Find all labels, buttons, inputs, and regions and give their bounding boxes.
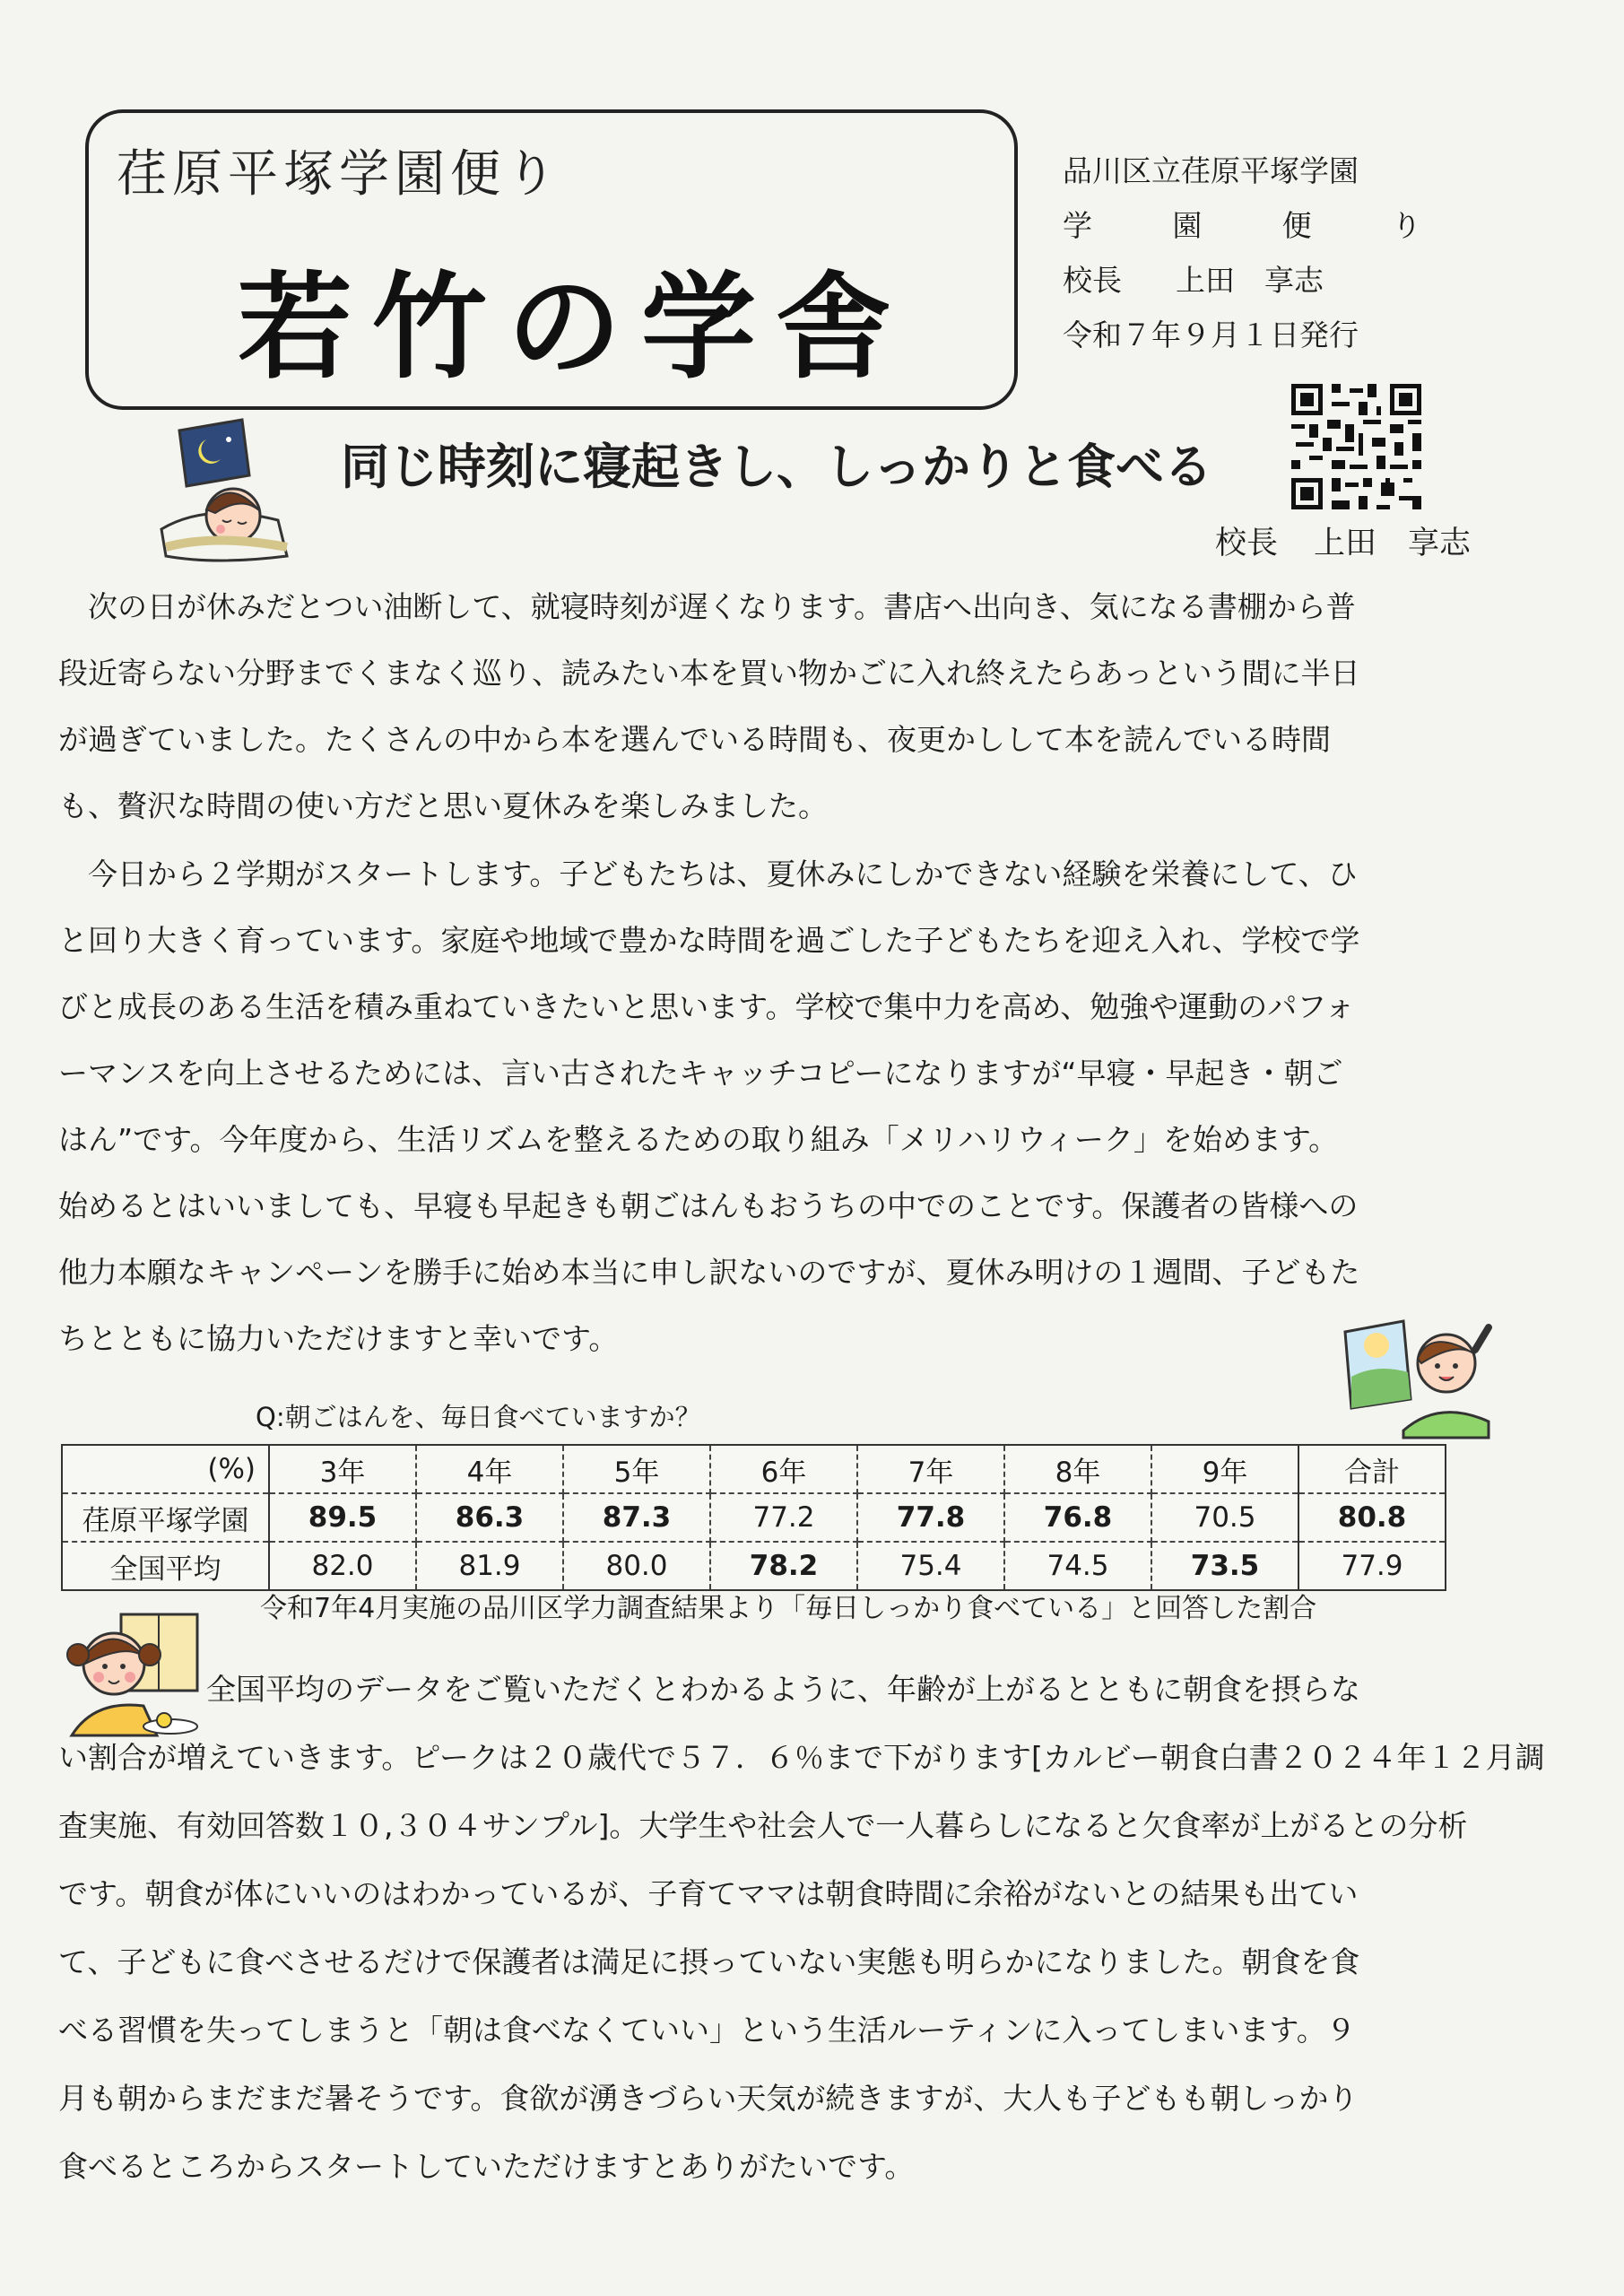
paragraph-1: 次の日が休みだとつい油断して、就寝時刻が遅くなります。書店へ出向き、気になる書棚から普 段近寄らない分野までくまなく巡り、読みたい本を買い物かごに入れ終えたらあっという間に半日 が過ぎていました。たくさんの中から本を選んでいる時間も、夜更かしして本を読んでいる時間 も、贅沢な時間の使い方だと思い夏休みを楽しみました。 bbox=[58, 589, 1360, 823]
column-header: 9年 bbox=[1151, 1445, 1298, 1493]
unit-label: (%) bbox=[62, 1445, 269, 1493]
issuer-block bbox=[1063, 144, 1421, 362]
column-header: 5年 bbox=[563, 1445, 710, 1493]
issue-date: 令和７年９月１日発行 bbox=[1063, 317, 1359, 352]
waking-child-illustration bbox=[1341, 1314, 1493, 1439]
table-cell: 77.8 bbox=[857, 1493, 1004, 1542]
sleeping-child-illustration bbox=[143, 413, 300, 570]
publication-type: 学 園 便 り bbox=[1063, 208, 1421, 243]
table-cell: 75.4 bbox=[857, 1542, 1004, 1590]
table-row bbox=[62, 1542, 1446, 1590]
column-header: 6年 bbox=[710, 1445, 857, 1493]
table-row bbox=[62, 1493, 1446, 1542]
row-label: 全国平均 bbox=[62, 1542, 269, 1590]
table-cell: 77.9 bbox=[1298, 1542, 1446, 1590]
table-cell: 80.0 bbox=[563, 1542, 710, 1590]
school-name: 品川区立荏原平塚学園 bbox=[1063, 153, 1359, 188]
table-cell: 82.0 bbox=[269, 1542, 416, 1590]
article-author: 校長 上田 享志 bbox=[1215, 526, 1472, 561]
table-cell: 80.8 bbox=[1298, 1493, 1446, 1542]
table-cell: 89.5 bbox=[269, 1493, 416, 1542]
newsletter-title: 若竹の学舎 bbox=[238, 260, 911, 395]
table-cell: 86.3 bbox=[416, 1493, 563, 1542]
table-cell: 77.2 bbox=[710, 1493, 857, 1542]
article-headline: 同じ時刻に寝起きし、しっかりと食べる bbox=[341, 439, 1212, 495]
paragraph-2: 今日から２学期がスタートします。子どもたちは、夏休みにしかできない経験を栄養にして、ひ と回り大きく育っています。家庭や地域で豊かな時間を過ごした子どもたちを迎え入れ、学校で学 びと成長のある生活を積み重ねていきたいと思います。学校で集中力を高め、勉強や運動のパフォ ーマンスを向上させるためには、言い古されたキャッチコピーになりますが“早寝・早起き・朝ご はん”です。今年度から、生活リズムを整えるための取り組み「メリハリウィーク」を始めます。 始めるとはいいましても、早寝も早起きも朝ごはんもおうちの中でのことです。保護者の皆様への 他力本願なキャンペーンを勝手に始め本当に申し訳ないのですが、夏休み明けの１週間、子どもた ちとともに協力いただけますと幸いです。 bbox=[58, 857, 1360, 1356]
table-cell: 70.5 bbox=[1151, 1493, 1298, 1542]
newsletter-subtitle: 荏原平塚学園便り bbox=[117, 145, 561, 204]
table-header-row bbox=[62, 1445, 1446, 1493]
breakfast-survey-table bbox=[61, 1444, 1446, 1591]
table-source-note: 令和7年4月実施の品川区学力調査結果より「毎日しっかり食べている」と回答した割合 bbox=[260, 1593, 1317, 1624]
column-header: 8年 bbox=[1004, 1445, 1151, 1493]
column-header: 合計 bbox=[1298, 1445, 1446, 1493]
table-cell: 87.3 bbox=[563, 1493, 710, 1542]
table-cell: 74.5 bbox=[1004, 1542, 1151, 1590]
table-cell: 78.2 bbox=[710, 1542, 857, 1590]
paragraph-3: 全国平均のデータをご覧いただくとわかるように、年齢が上がるとともに朝食を摂らな い割合が増えていきます。ピークは２０歳代で５７．６％まで下がります[カルビー朝食白書２０２４年１２月調 査実施、有効回答数１０,３０４サンプル]。大学生や社会人で一人暮らしになると欠食率が上がるとの分析 です。朝食が体にいいのはわかっているが、子育てママは朝食時間に余裕がないとの結果も出てい て、子どもに食べさせるだけで保護者は満足に摂っていない実態も明らかになりました。朝食を食 べる習慣を失ってしまうと「朝は食べなくていい」という生活ルーティンに入ってしまいます。９ 月も朝からまだまだ暑そうです。食欲が湧きづらい天気が続きますが、大人も子どもも朝しっかり 食べるところからスタートしていただけますとありがたいです。 bbox=[58, 1672, 1545, 2184]
survey-question: Q:朝ごはんを、毎日食べていますか？ bbox=[256, 1402, 701, 1432]
column-header: 3年 bbox=[269, 1445, 416, 1493]
table-cell: 76.8 bbox=[1004, 1493, 1151, 1542]
column-header: 4年 bbox=[416, 1445, 563, 1493]
table-cell: 81.9 bbox=[416, 1542, 563, 1590]
row-label: 荏原平塚学園 bbox=[62, 1493, 269, 1542]
table-cell: 73.5 bbox=[1151, 1542, 1298, 1590]
qr-code-icon[interactable] bbox=[1291, 384, 1421, 509]
principal-line: 校長 上田 享志 bbox=[1063, 263, 1324, 298]
column-header: 7年 bbox=[857, 1445, 1004, 1493]
